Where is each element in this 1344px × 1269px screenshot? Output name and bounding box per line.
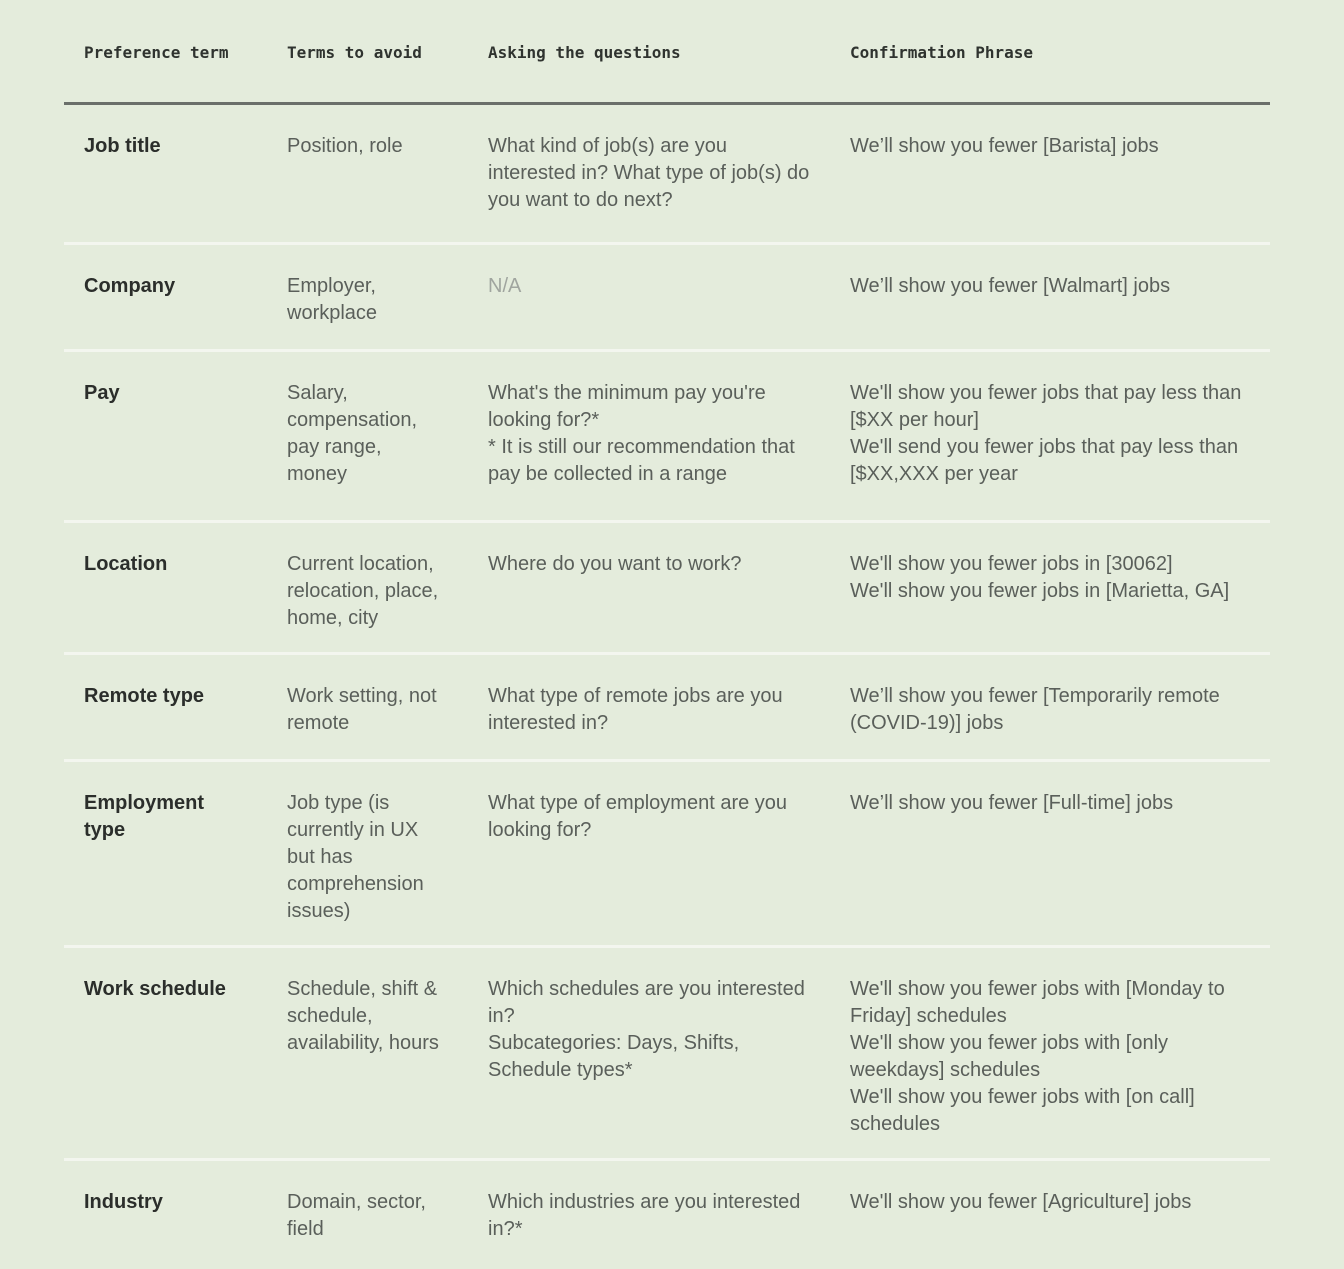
preference-term-cell: Pay — [64, 350, 267, 521]
table-row — [64, 103, 1270, 243]
terms-to-avoid-cell: Salary, compensation, pay range, money — [267, 350, 468, 521]
question-cell: Which industries are you interested in?* — [488, 1190, 801, 1240]
question-cell: What's the minimum pay you're looking for?* * It is still our recommendation that pay be collected in a range — [468, 350, 830, 521]
table-row — [64, 521, 1270, 653]
question-cell: N/A — [468, 243, 830, 350]
question-cell: Where do you want to work? — [468, 521, 830, 653]
confirmation-cell: We’ll show you fewer [Full-time] jobs — [830, 760, 1270, 946]
confirmation-cell: We'll show you fewer jobs that pay less than [$XX per hour] We'll send you fewer jobs that pay less than [$XX,XXX per year — [830, 350, 1270, 521]
preference-term-cell: Employment type — [64, 760, 267, 946]
terms-to-avoid-cell: Work setting, not remote — [267, 653, 468, 760]
terms-to-avoid-cell: Position, role — [267, 103, 468, 243]
header-preference-term: Preference term — [64, 0, 267, 103]
table-row — [64, 760, 1270, 946]
terms-to-avoid-cell: Employer, workplace — [267, 243, 468, 350]
confirmation-cell: We'll show you fewer jobs in [30062] We'll show you fewer jobs in [Marietta, GA] — [830, 521, 1270, 653]
table-row — [64, 653, 1270, 760]
preference-term-cell: Remote type — [64, 653, 267, 760]
preference-term-cell: Job title — [64, 103, 267, 243]
question-cell: Which schedules are you interested in? Subcategories: Days, Shifts, Schedule types* — [468, 946, 830, 1159]
table-header-row — [64, 0, 1270, 103]
terms-to-avoid-cell: Job type (is currently in UX but has comprehension issues) — [267, 760, 468, 946]
preference-term-cell: Industry — [84, 1190, 163, 1213]
terms-to-avoid-cell: Domain, sector, field — [287, 1190, 426, 1240]
question-cell: What type of remote jobs are you interested in? — [468, 653, 830, 760]
question-cell: What type of employment are you looking for? — [468, 760, 830, 946]
confirmation-cell: We’ll show you fewer [Barista] jobs — [830, 103, 1270, 243]
confirmation-cell: We'll show you fewer jobs with [Monday to Friday] schedules We'll show you fewer jobs with [only weekdays] schedules We'll show you fewer jobs with [on call] schedules — [830, 946, 1270, 1159]
preference-term-cell: Work schedule — [64, 946, 267, 1159]
table-row — [64, 946, 1270, 1159]
header-asking-questions: Asking the questions — [468, 0, 830, 103]
terms-to-avoid-cell: Current location, relocation, place, home, city — [267, 521, 468, 653]
preference-term-cell: Location — [64, 521, 267, 653]
terms-to-avoid-cell: Schedule, shift & schedule, availability, hours — [267, 946, 468, 1159]
table-row — [64, 350, 1270, 521]
confirmation-cell: We'll show you fewer [Agriculture] jobs — [850, 1190, 1192, 1213]
confirmation-cell: We’ll show you fewer [Temporarily remote (COVID-19)] jobs — [830, 653, 1270, 760]
table-row — [64, 1159, 1270, 1269]
header-confirmation-phrase: Confirmation Phrase — [830, 0, 1270, 103]
preference-terms-table-container — [64, 0, 1270, 1269]
table-row — [64, 243, 1270, 350]
preference-term-cell: Company — [64, 243, 267, 350]
header-terms-to-avoid: Terms to avoid — [267, 0, 468, 103]
confirmation-cell: We’ll show you fewer [Walmart] jobs — [830, 243, 1270, 350]
preference-terms-table — [64, 0, 1270, 1269]
question-cell: What kind of job(s) are you interested in? What type of job(s) do you want to do next? — [468, 103, 830, 243]
